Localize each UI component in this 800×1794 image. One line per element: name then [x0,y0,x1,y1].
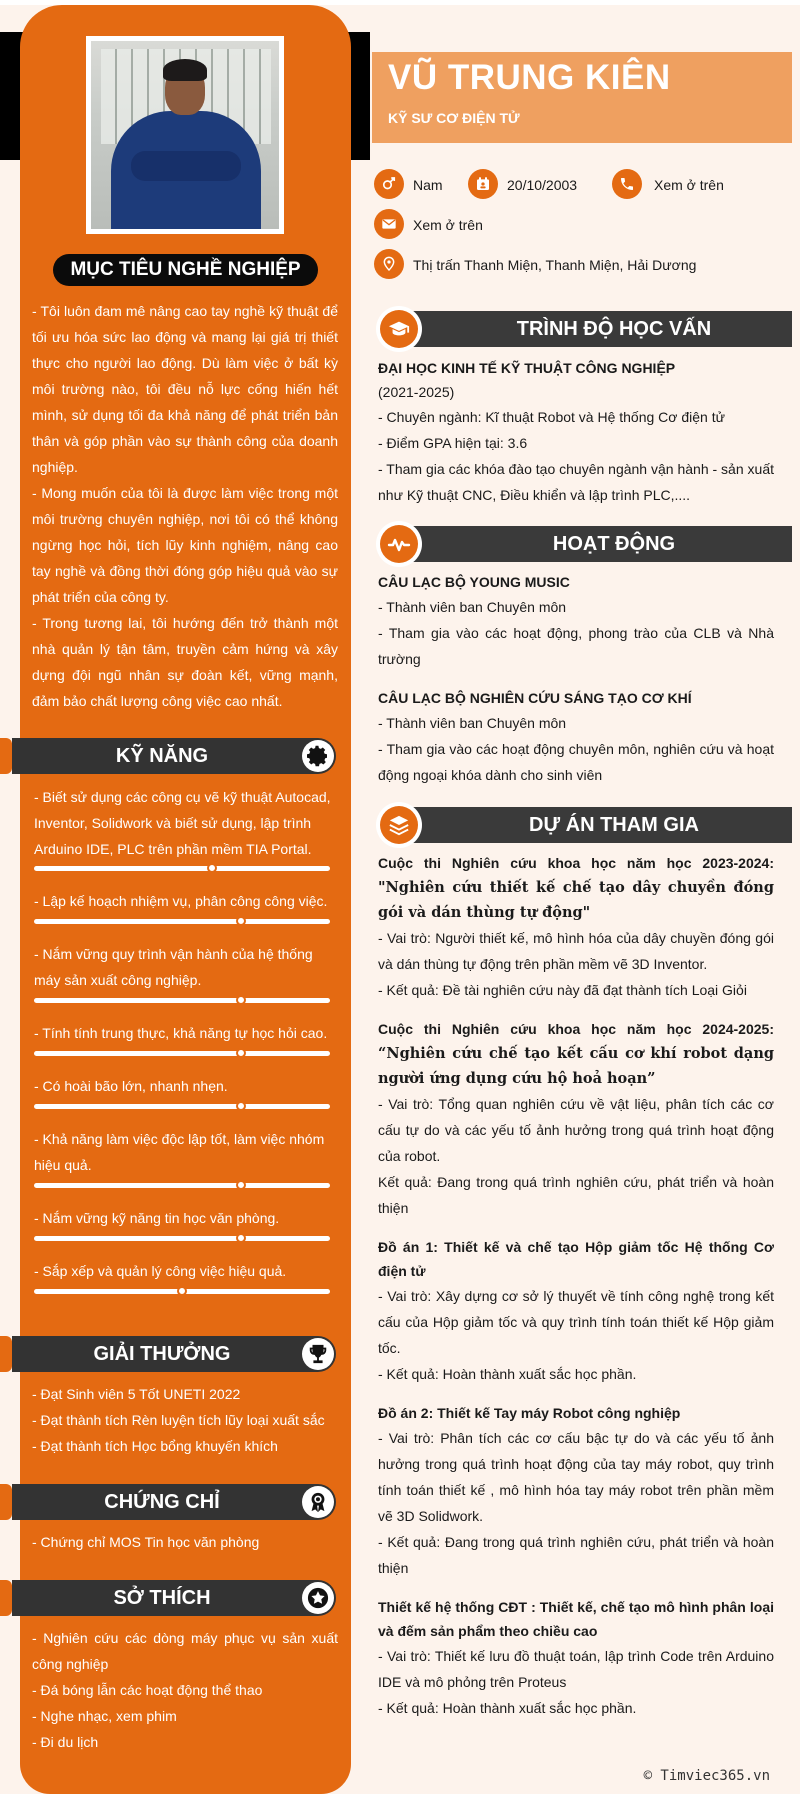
list-item: - Đá bóng lẫn các hoạt động thể thao [32,1682,263,1698]
education-line: - Điểm GPA hiện tại: 3.6 [378,435,528,451]
project-line: - Vai trò: Xây dựng cơ sở lý thuyết về tính công nghệ trong kết cấu của Hộp giảm tốc và quy trình tính toán thiết kế Hộp giảm tốc. [378,1288,774,1356]
education-title: TRÌNH ĐỘ HỌC VẤN [516,318,712,340]
location-icon [374,249,404,279]
skill-level-bar [34,1236,330,1241]
skill-level-bar [34,866,330,871]
list-item: - Nghe nhạc, xem phim [32,1708,177,1724]
activity-group-name: CÂU LẠC BỘ NGHIÊN CỨU SÁNG TẠO CƠ KHÍ [378,690,692,706]
project-title: "Nghiên cứu thiết kế chế tạo dây chuyền đóng gói và dán thùng tự động" [378,879,774,921]
list-item: - Đạt Sinh viên 5 Tốt UNETI 2022 [32,1386,241,1402]
gender-value: Nam [413,177,443,193]
project-title: “Nghiên cứu chế tạo kết cấu cơ khí robot dạng người ứng dụng cứu hộ hoả hoạn” [378,1045,774,1087]
project-line: Kết quả: Đang trong quá trình nghiên cứu, phát triển và hoàn thiện [378,1174,774,1216]
list-item: - Đi du lịch [32,1734,99,1750]
objective-paragraph: - Trong tương lai, tôi hướng đến trở thành một nhà quản lý tận tâm, truyền cảm hứng và xây dựng đội ngũ nhân sự đoàn kết, vững mạnh, đảm bảo chất lượng công việc cao nhất. [32,615,338,709]
avatar-photo [91,41,279,229]
project-lead: Đồ án 1: Thiết kế và chế tạo Hộp giảm tốc Hệ thống Cơ điện tử [378,1239,774,1279]
project-lead: Thiết kế hệ thống CĐT : Thiết kế, chế tạo mô hình phân loại và đếm sản phẩm theo chiều cao [378,1599,774,1639]
project-lead: Đồ án 2: Thiết kế Tay máy Robot công nghiệp [378,1405,681,1421]
education-header [376,306,792,352]
skill-level-knob [207,863,217,873]
education-period: (2021-2025) [378,384,455,400]
list-item: - Đạt thành tích Rèn luyện tích lũy loại xuất sắc [32,1412,325,1428]
objective-title: MỤC TIÊU NGHỀ NGHIỆP [53,254,318,286]
activity-line: - Tham gia vào các hoạt động, phong trào của CLB và Nhà trường [378,625,774,667]
candidate-name: VŨ TRUNG KIÊN [388,58,671,97]
email-value: Xem ở trên [413,217,483,233]
skills-title: KỸ NĂNG [115,745,209,767]
skill-text: - Lập kế hoạch nhiệm vụ, phân công công việc. [34,893,328,909]
skill-text: - Tính tính trung thực, khả năng tự học hỏi cao. [34,1025,328,1041]
education-body [378,356,774,508]
project-line: - Vai trò: Người thiết kế, mô hình hóa của dây chuyền đóng gói và dán thùng tự động trên phần mềm vẽ 3D Inventor. [378,930,774,972]
education-school: ĐẠI HỌC KINH TẾ KỸ THUẬT CÔNG NGHIỆP [378,360,676,376]
medal-icon [302,1486,334,1518]
skill-text: - Có hoài bão lớn, nhanh nhẹn. [34,1078,228,1094]
skill-text: - Nắm vững kỹ năng tin học văn phòng. [34,1210,280,1226]
skill-level-bar [34,1051,330,1056]
awards-header [0,1336,338,1372]
address-value: Thị trấn Thanh Miện, Thanh Miện, Hải Dương [413,257,697,273]
project-line: - Vai trò: Thiết kế lưu đồ thuật toán, lập trình Code trên Arduino IDE và mô phỏng trên Proteus [378,1648,774,1690]
phone-value: Xem ở trên [654,177,724,193]
project-line: - Kết quả: Đề tài nghiên cứu này đã đạt thành tích Loại Giỏi [378,982,747,998]
calendar-icon [468,169,498,199]
skill-level-bar [34,1104,330,1109]
objective-paragraph: - Mong muốn của tôi là được làm việc trong một môi trường chuyên nghiệp, nơi tôi có thể không ngừng học hỏi, tích lũy kinh nghiệm, nâng cao tay nghề và đồng thời đóng góp hiệu quả vào sự phát triển của công ty. [32,485,338,605]
hobbies-title: SỞ THÍCH [113,1587,211,1609]
candidate-role: KỸ SƯ CƠ ĐIỆN TỬ [388,110,520,126]
skill-level-bar [34,1183,330,1188]
skill-level-bar [34,998,330,1003]
phone-icon [612,169,642,199]
footer-watermark: © Timviec365.vn [643,1768,770,1784]
project-lead: Cuộc thi Nghiên cứu khoa học năm học 2023-2024: [378,855,774,871]
skill-level-bar [34,1289,330,1294]
project-line: - Vai trò: Tổng quan nghiên cứu về vật liệu, phân tích các cơ cấu tự do và các yếu tố ảnh hưởng trong quá trình hoạt động của robot. [378,1096,774,1164]
list-item: - Đạt thành tích Học bổng khuyến khích [32,1438,278,1454]
education-line: - Tham gia các khóa đào tạo chuyên ngành vận hành - sản xuất như Kỹ thuật CNC, Điều khiển và lập trình PLC,.... [378,461,774,503]
list-item: - Chứng chỉ MOS Tin học văn phòng [32,1534,260,1550]
activity-group-name: CÂU LẠC BỘ YOUNG MUSIC [378,574,570,590]
project-line: - Kết quả: Đang trong quá trình nghiên cứu, phát triển và hoàn thiện [378,1534,774,1576]
activity-line: - Thành viên ban Chuyên môn [378,715,567,731]
activity-line: - Tham gia vào các hoạt động chuyên môn, nghiên cứu và hoạt động ngoại khóa dành cho sinh viên [378,741,774,783]
education-line: - Chuyên ngành: Kĩ thuật Robot và Hệ thống Cơ điện tử [378,409,725,425]
certificates-title: CHỨNG CHỈ [104,1491,220,1513]
activities-body [378,570,774,788]
gear-icon [302,740,334,772]
certificates-list [32,1529,338,1555]
skills-header [0,738,338,774]
activity-line: - Thành viên ban Chuyên môn [378,599,567,615]
skill-text: - Biết sử dụng các công cụ vẽ kỹ thuật Autocad, Inventor, Solidwork và biết sử dụng, lập trình Arduino IDE, PLC trên phần mềm TIA Portal. [34,789,331,857]
skill-level-bar [34,919,330,924]
objective-text [32,298,338,714]
project-line: - Vai trò: Phân tích các cơ cấu bậc tự do và các yếu tố ảnh hưởng trong quá trình hoạt động của tay máy robot, quy trình tính toán thiết kế , mô hình hóa tay máy robot trên phần mềm vẽ 3D Solidwork. [378,1430,774,1524]
dob-value: 20/10/2003 [507,177,578,193]
projects-title: DỰ ÁN THAM GIA [529,814,699,836]
hobbies-header [0,1580,338,1616]
trophy-icon [302,1338,334,1370]
graduation-cap-icon [380,310,418,348]
skill-text: - Nắm vững quy trình vận hành của hệ thống máy sản xuất công nghiệp. [34,946,313,988]
projects-header [376,802,792,848]
skill-text: - Khả năng làm việc độc lập tốt, làm việc nhóm hiệu quả. [34,1131,325,1173]
projects-body [378,851,774,1721]
project-line: - Kết quả: Hoàn thành xuất sắc học phần. [378,1700,637,1716]
project-lead: Cuộc thi Nghiên cứu khoa học năm học 2024-2025: [378,1021,774,1037]
awards-title: GIẢI THƯỞNG [93,1343,231,1365]
skill-text: - Sắp xếp và quản lý công việc hiệu quả. [34,1263,287,1279]
pulse-icon [380,525,418,563]
star-icon [302,1582,334,1614]
project-line: - Kết quả: Hoàn thành xuất sắc học phần. [378,1366,637,1382]
gender-icon [374,169,404,199]
certificates-header [0,1484,338,1520]
list-item: - Nghiên cứu các dòng máy phục vụ sản xuất công nghiệp [32,1630,338,1672]
email-icon [374,209,404,239]
awards-list [32,1381,338,1459]
avatar [86,36,284,234]
layers-icon [380,806,418,844]
activities-title: HOẠT ĐỘNG [552,533,676,555]
skill-level-knob [177,1286,187,1296]
objective-paragraph: - Tôi luôn đam mê nâng cao tay nghề kỹ thuật để tối ưu hóa sức lao động và mang lại giá trị thiết thực cho người lao động. Dù làm việc ở bất kỳ môi trường nào, tôi đều nỗ lực cống hiến hết mình, sử dụng tối đa khả năng để phát triển bản thân và góp phần vào sự thành công của doanh nghiệp. [32,303,338,475]
hobbies-list [32,1625,338,1755]
activities-header [376,521,792,567]
